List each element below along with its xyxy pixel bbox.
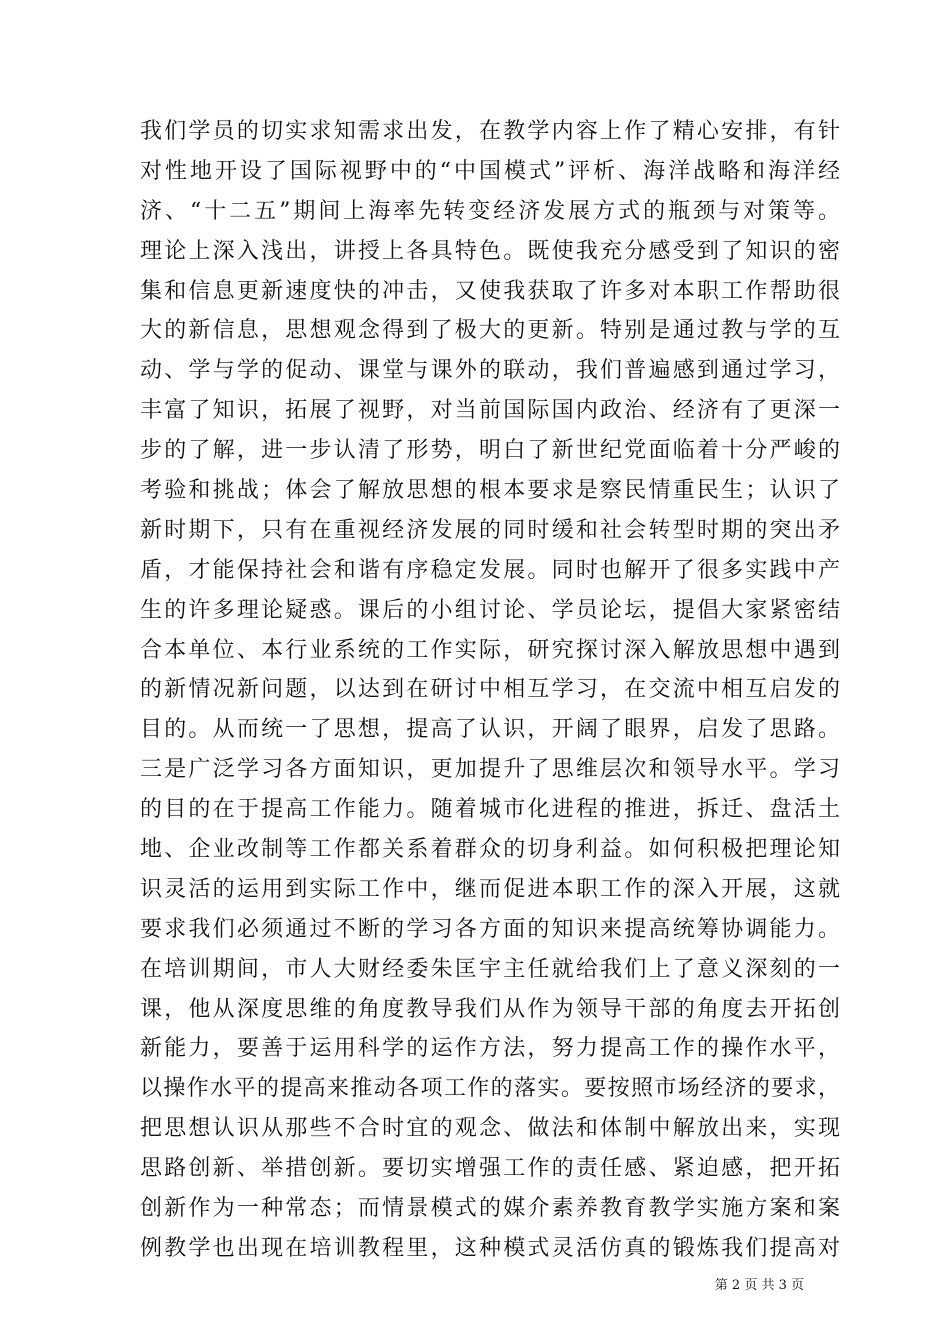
- text-line: 理论上深入浅出，讲授上各具特色。既使我充分感受到了知识的密: [140, 238, 840, 264]
- text-line: 地、企业改制等工作都关系着群众的切身利益。如何积极把理论知: [140, 837, 840, 863]
- text-line: 目的。从而统一了思想，提高了认识，开阔了眼界，启发了思路。: [140, 717, 840, 743]
- text-line: 济、“十二五”期间上海率先转变经济发展方式的瓶颈与对策等。: [140, 198, 840, 224]
- text-line: 以操作水平的提高来推动各项工作的落实。要按照市场经济的要求，: [140, 1076, 840, 1102]
- text-line: 要求我们必须通过不断的学习各方面的知识来提高统筹协调能力。: [140, 916, 840, 942]
- text-line: 丰富了知识，拓展了视野，对当前国际国内政治、经济有了更深一: [140, 398, 840, 424]
- text-line: 的目的在于提高工作能力。随着城市化进程的推进，拆迁、盘活土: [140, 797, 840, 823]
- text-line: 盾，才能保持社会和谐有序稳定发展。同时也解开了很多实践中产: [140, 557, 840, 583]
- text-line: 动、学与学的促动、课堂与课外的联动，我们普遍感到通过学习，: [140, 358, 840, 384]
- text-line: 考验和挑战；体会了解放思想的根本要求是察民情重民生；认识了: [140, 478, 840, 504]
- text-line: 三是广泛学习各方面知识，更加提升了思维层次和领导水平。学习: [140, 757, 840, 783]
- text-line: 对性地开设了国际视野中的“中国模式”评析、海洋战略和海洋经: [140, 158, 840, 184]
- text-line: 思路创新、举措创新。要切实增强工作的责任感、紧迫感，把开拓: [140, 1156, 840, 1182]
- text-line: 集和信息更新速度快的冲击，又使我获取了许多对本职工作帮助很: [140, 278, 840, 304]
- text-line: 的新情况新问题，以达到在研讨中相互学习，在交流中相互启发的: [140, 677, 840, 703]
- text-line: 大的新信息，思想观念得到了极大的更新。特别是通过教与学的互: [140, 318, 840, 344]
- text-line: 合本单位、本行业系统的工作实际，研究探讨深入解放思想中遇到: [140, 637, 840, 663]
- text-line: 步的了解，进一步认清了形势，明白了新世纪党面临着十分严峻的: [140, 438, 840, 464]
- text-line: 生的许多理论疑惑。课后的小组讨论、学员论坛，提倡大家紧密结: [140, 597, 840, 623]
- page-number: 第 2 页 共 3 页: [714, 1278, 804, 1293]
- text-line: 识灵活的运用到实际工作中，继而促进本职工作的深入开展，这就: [140, 876, 840, 902]
- text-line: 创新作为一种常态；而情景模式的媒介素养教育教学实施方案和案: [140, 1196, 840, 1222]
- body-text: [140, 112, 840, 1269]
- text-line: 例教学也出现在培训教程里，这种模式灵活仿真的锻炼我们提高对: [140, 1235, 840, 1261]
- text-line: 课，他从深度思维的角度教导我们从作为领导干部的角度去开拓创: [140, 996, 840, 1022]
- text-line: 新能力，要善于运用科学的运作方法，努力提高工作的操作水平，: [140, 1036, 840, 1062]
- text-line: 新时期下，只有在重视经济发展的同时缓和社会转型时期的突出矛: [140, 517, 840, 543]
- text-line: 在培训期间，市人大财经委朱匡宇主任就给我们上了意义深刻的一: [140, 956, 840, 982]
- text-line: 我们学员的切实求知需求出发，在教学内容上作了精心安排，有针: [140, 119, 840, 144]
- text-line: 把思想认识从那些不合时宜的观念、做法和体制中解放出来，实现: [140, 1116, 840, 1142]
